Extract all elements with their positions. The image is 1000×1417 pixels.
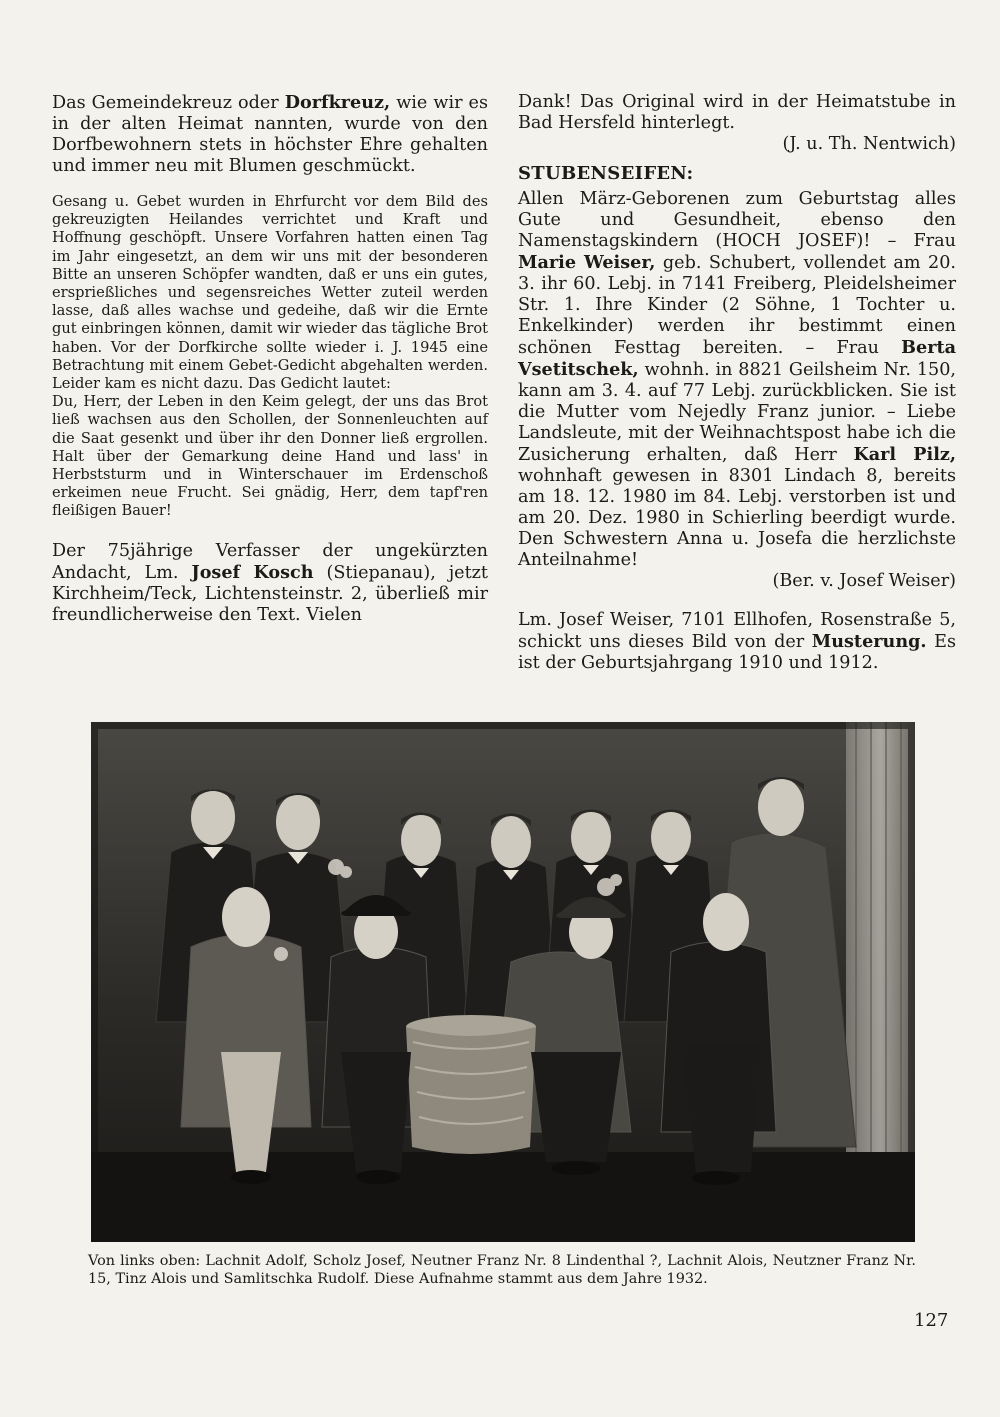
- author-note-text: Der 75jährige Verfasser der ungekürzten Andacht, Lm.: [52, 540, 488, 583]
- group-photo-drawing: [91, 722, 915, 1242]
- intro-text: Das Gemeindekreuz oder: [52, 93, 285, 113]
- photo-caption: Von links oben: Lachnit Adolf, Scholz Josef, Neutner Franz Nr. 8 Lindenthal ?, Lachnit Alois, Neutzner Franz Nr. 15, Tinz Alois und Samlitschka Rudolf. Diese Aufnahme stammt aus dem Jahre 1932.: [88, 1253, 916, 1288]
- left-column: [52, 92, 488, 626]
- musterung-term: Musterung.: [811, 631, 927, 652]
- name-berta-vsetitschek: Berta Vsetitschek,: [518, 337, 956, 380]
- news-text-1: Allen März-Geborenen zum Geburtstag alles Gute und Gesundheit, ebenso den Namenstagskindern (HOCH JOSEF)! – Frau: [518, 189, 956, 251]
- photo-note-text: Lm. Josef Weiser, 7101 Ellhofen, Rosenstraße 5, schickt uns dieses Bild von der: [518, 610, 956, 652]
- intro-paragraph: [52, 92, 488, 177]
- intro-text-cont: wie wir es in der alten Heimat nannten, wurde von den Dorfbewohnern stets in höchster Ehre gehalten und immer neu mit Blumen geschmückt.: [52, 93, 488, 176]
- poem-paragraph: Du, Herr, der Leben in den Keim gelegt, der uns das Brot ließ wachsen aus den Schollen, der Sonnenleuchten auf die Saat gesenkt und über ihr den Donner ließ ergrollen. Halt über der Gemarkung deine Hand und lass' in Herbststurm und in Winterschauer im Erdenschoß erkeimen neue Frucht. Sei gnädig, Herr, dem tapf'ren fleißigen Bauer!: [52, 393, 488, 520]
- page-number: 127: [914, 1310, 949, 1331]
- author-note-paragraph: [52, 541, 488, 626]
- photo-note-text-cont: Es ist der Geburtsjahrgang 1910 und 1912.: [518, 632, 956, 673]
- news-text-2: geb. Schubert, vollendet am 20. 3. ihr 60. Lebj. in 7141 Freiberg, Pleidelsheimer Str. 1. Ihre Kinder (2 Söhne, 1 Tochter u. Enkelkinder) werden ihr bestimmt einen schönen Festtag bereiten. – Frau: [518, 253, 957, 358]
- name-marie-weiser: Marie Weiser,: [518, 252, 656, 273]
- right-column: [518, 92, 956, 674]
- prayer-paragraph: Gesang u. Gebet wurden in Ehrfurcht vor dem Bild des gekreuzigten Heilandes verrichtet und Kraft und Hoffnung geschöpft. Unsere Vorfahren hatten einen Tag im Jahr eingesetzt, an dem wir uns mit der besonderen Bitte an unseren Schöpfer wandten, daß er uns ein gutes, ersprießliches und segensreiches Wetter zuteil werden lasse, daß alles wachse und gedeihe, daß wir die Ernte gut einbringen können, damit wir wieder das tägliche Brot haben. Vor der Dorfkirche sollte wieder i. J. 1945 eine Betrachtung mit einem Gebet-Gedicht abgehalten werden. Leider kam es nicht dazu. Das Gedicht lautet:: [52, 193, 488, 393]
- continuation-paragraph: Dank! Das Original wird in der Heimatstube in Bad Hersfeld hinterlegt.: [518, 92, 956, 133]
- photo-note-paragraph: [518, 610, 956, 674]
- news-text-4: wohnhaft gewesen in 8301 Lindach 8, bereits am 18. 12. 1980 im 84. Lebj. verstorben ist und am 20. Dez. 1980 in Schierling beerdigt wurde. Den Schwestern Anna u. Josefa die herzlichste Anteilnahme!: [518, 466, 956, 570]
- signature-nentwich: (J. u. Th. Nentwich): [782, 134, 956, 154]
- signature-weiser: (Ber. v. Josef Weiser): [772, 571, 956, 591]
- name-karl-pilz: Karl Pilz,: [853, 444, 956, 465]
- author-name: Josef Kosch: [191, 561, 314, 583]
- author-note-text-cont: (Stiepanau), jetzt Kirchheim/Teck, Lichtensteinstr. 2, überließ mir freundlicherweise den Text. Vielen: [52, 562, 489, 625]
- group-photograph: [91, 722, 915, 1242]
- dorfkreuz-term: Dorfkreuz,: [284, 92, 391, 113]
- news-text-3: wohnh. in 8821 Geilsheim Nr. 150, kann am 3. 4. auf 77 Lebj. zurückblicken. Sie ist die Mutter vom Nejedly Franz junior. – Liebe Landsleute, mit der Weihnachtspost habe ich die Zusicherung erhalten, daß Herr: [518, 360, 956, 465]
- section-heading: STUBENSEIFEN:: [518, 163, 694, 184]
- news-paragraph: [518, 189, 956, 571]
